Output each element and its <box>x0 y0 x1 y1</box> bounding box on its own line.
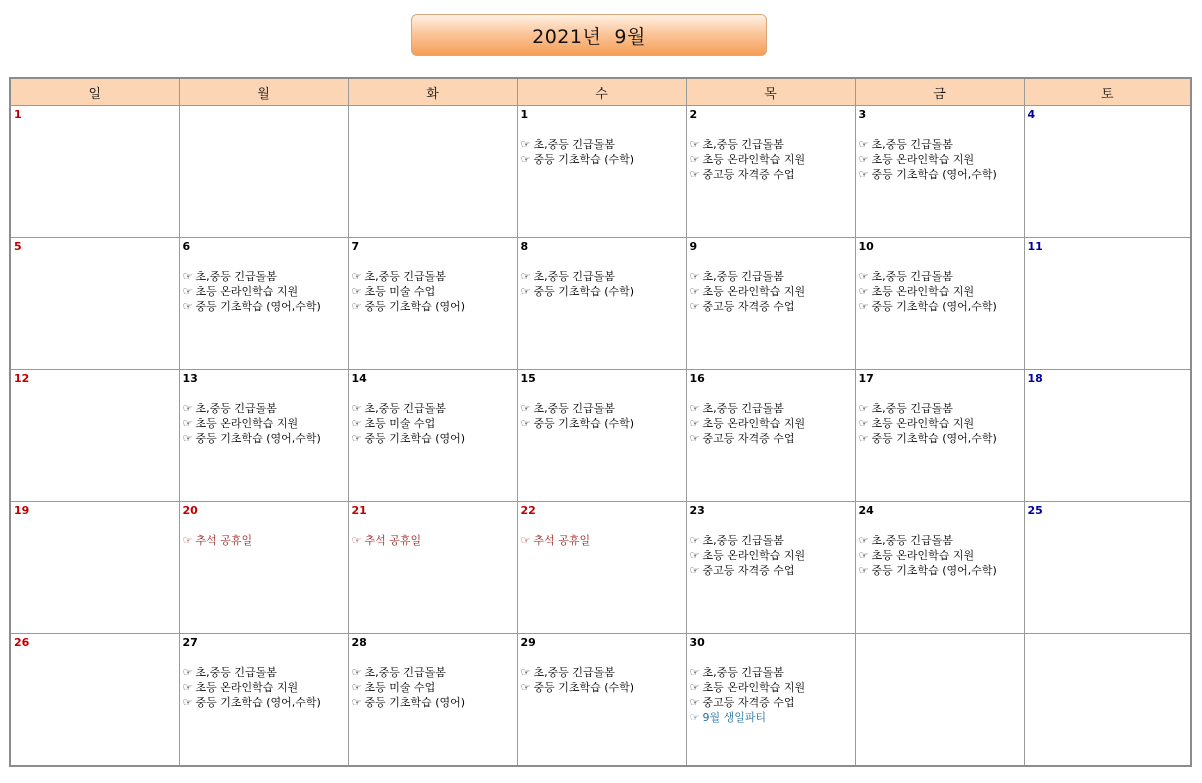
pointing-hand-icon: ☞ <box>182 432 193 445</box>
event-list <box>182 665 348 710</box>
day-number: 9 <box>689 240 698 253</box>
pointing-hand-icon: ☞ <box>858 417 869 430</box>
event-list <box>858 401 1024 446</box>
event-label: 초,중등 긴급돌봄 <box>702 534 784 547</box>
event-list <box>182 401 348 446</box>
day-number: 7 <box>351 240 360 253</box>
pointing-hand-icon: ☞ <box>689 402 700 415</box>
event-label: 초등 온라인학습 지원 <box>195 417 299 430</box>
calendar-event[interactable] <box>858 533 1024 548</box>
day-number: 2 <box>689 108 698 121</box>
calendar-event[interactable] <box>689 152 855 167</box>
event-label: 초등 미술 수업 <box>364 681 436 694</box>
day-cell[interactable] <box>348 502 517 634</box>
day-number: 8 <box>520 240 529 253</box>
day-cell[interactable] <box>10 502 179 634</box>
day-cell[interactable] <box>179 502 348 634</box>
calendar-event[interactable] <box>520 665 686 680</box>
pointing-hand-icon: ☞ <box>182 681 193 694</box>
pointing-hand-icon: ☞ <box>520 534 531 547</box>
event-label: 중고등 자격증 수업 <box>702 300 795 313</box>
event-label: 추석 공휴일 <box>195 534 253 547</box>
pointing-hand-icon: ☞ <box>520 681 531 694</box>
calendar-event[interactable] <box>182 680 348 695</box>
calendar-event[interactable] <box>351 431 517 446</box>
pointing-hand-icon: ☞ <box>689 564 700 577</box>
calendar-event[interactable] <box>689 299 855 314</box>
event-label: 초등 미술 수업 <box>364 417 436 430</box>
event-label: 중고등 자격증 수업 <box>702 168 795 181</box>
event-list <box>689 665 855 725</box>
pointing-hand-icon: ☞ <box>182 300 193 313</box>
pointing-hand-icon: ☞ <box>858 153 869 166</box>
event-list <box>182 533 348 548</box>
event-label: 초,중등 긴급돌봄 <box>702 138 784 151</box>
day-number: 11 <box>1027 240 1043 253</box>
weekday-fri: 금 <box>855 78 1024 106</box>
title-spacer <box>601 24 614 46</box>
event-list <box>689 401 855 446</box>
event-label: 초등 온라인학습 지원 <box>702 153 806 166</box>
calendar-event[interactable] <box>689 533 855 548</box>
calendar-event[interactable] <box>182 665 348 680</box>
event-list <box>182 269 348 314</box>
day-cell[interactable] <box>517 502 686 634</box>
calendar-event[interactable] <box>689 167 855 182</box>
pointing-hand-icon: ☞ <box>351 432 362 445</box>
day-cell[interactable] <box>517 238 686 370</box>
event-list <box>520 401 686 431</box>
calendar-event[interactable] <box>351 665 517 680</box>
calendar-event[interactable] <box>520 533 686 548</box>
day-cell[interactable] <box>1024 106 1191 238</box>
event-label: 초,중등 긴급돌봄 <box>533 666 615 679</box>
calendar-event[interactable] <box>689 548 855 563</box>
calendar-event[interactable] <box>858 401 1024 416</box>
event-label: 중고등 자격증 수업 <box>702 564 795 577</box>
event-list <box>351 533 517 548</box>
day-cell[interactable] <box>517 634 686 767</box>
day-number: 17 <box>858 372 874 385</box>
pointing-hand-icon: ☞ <box>520 270 531 283</box>
event-label: 초등 온라인학습 지원 <box>702 417 806 430</box>
event-label: 초등 온라인학습 지원 <box>195 285 299 298</box>
day-number: 14 <box>351 372 367 385</box>
calendar-event[interactable] <box>520 416 686 431</box>
calendar-event[interactable] <box>351 533 517 548</box>
calendar-event[interactable] <box>182 416 348 431</box>
pointing-hand-icon: ☞ <box>520 153 531 166</box>
calendar-event[interactable] <box>858 299 1024 314</box>
event-list <box>520 269 686 299</box>
pointing-hand-icon: ☞ <box>858 300 869 313</box>
day-cell[interactable] <box>1024 370 1191 502</box>
title-month: 9월 <box>614 25 646 48</box>
event-label: 중등 기초학습 (수학) <box>533 417 635 430</box>
event-label: 초,중등 긴급돌봄 <box>195 666 277 679</box>
event-list <box>351 269 517 314</box>
pointing-hand-icon: ☞ <box>182 666 193 679</box>
pointing-hand-icon: ☞ <box>858 402 869 415</box>
day-number: 1 <box>520 108 529 121</box>
day-cell[interactable] <box>855 106 1024 238</box>
day-number: 5 <box>14 240 22 253</box>
day-cell[interactable] <box>348 238 517 370</box>
calendar-event[interactable] <box>858 431 1024 446</box>
calendar-body <box>10 106 1191 767</box>
day-number: 10 <box>858 240 874 253</box>
calendar-event[interactable] <box>689 563 855 578</box>
calendar-event[interactable] <box>689 137 855 152</box>
pointing-hand-icon: ☞ <box>182 534 193 547</box>
week-row <box>10 502 1191 634</box>
calendar-event[interactable] <box>351 695 517 710</box>
event-label: 중등 기초학습 (영어,수학) <box>871 564 997 577</box>
day-cell[interactable] <box>348 370 517 502</box>
pointing-hand-icon: ☞ <box>858 285 869 298</box>
event-label: 9월 생일파티 <box>702 711 767 724</box>
pointing-hand-icon: ☞ <box>182 270 193 283</box>
weekday-sat: 토 <box>1024 78 1191 106</box>
event-label: 초,중등 긴급돌봄 <box>364 402 446 415</box>
pointing-hand-icon: ☞ <box>689 138 700 151</box>
day-number <box>183 108 348 122</box>
event-label: 추석 공휴일 <box>533 534 591 547</box>
pointing-hand-icon: ☞ <box>182 402 193 415</box>
empty-day-cell <box>348 106 517 238</box>
pointing-hand-icon: ☞ <box>689 711 700 724</box>
event-label: 중등 기초학습 (영어,수학) <box>871 432 997 445</box>
event-label: 초등 온라인학습 지원 <box>702 549 806 562</box>
day-number: 20 <box>182 504 198 517</box>
pointing-hand-icon: ☞ <box>858 564 869 577</box>
calendar-event[interactable] <box>689 680 855 695</box>
event-label: 초,중등 긴급돌봄 <box>364 666 446 679</box>
calendar-event[interactable] <box>182 401 348 416</box>
calendar-event[interactable] <box>689 284 855 299</box>
empty-day-cell <box>1024 634 1191 767</box>
event-label: 초,중등 긴급돌봄 <box>533 270 615 283</box>
calendar-event[interactable] <box>689 665 855 680</box>
pointing-hand-icon: ☞ <box>858 168 869 181</box>
calendar-event[interactable] <box>689 710 855 725</box>
pointing-hand-icon: ☞ <box>351 417 362 430</box>
event-label: 초,중등 긴급돌봄 <box>364 270 446 283</box>
day-number: 26 <box>14 636 30 649</box>
event-label: 초,중등 긴급돌봄 <box>702 402 784 415</box>
calendar-event[interactable] <box>182 533 348 548</box>
pointing-hand-icon: ☞ <box>689 417 700 430</box>
empty-day-cell <box>179 106 348 238</box>
day-number: 12 <box>14 372 30 385</box>
pointing-hand-icon: ☞ <box>351 285 362 298</box>
event-label: 초,중등 긴급돌봄 <box>533 402 615 415</box>
empty-day-cell <box>855 634 1024 767</box>
pointing-hand-icon: ☞ <box>351 666 362 679</box>
event-label: 중등 기초학습 (수학) <box>533 285 635 298</box>
event-label: 초,중등 긴급돌봄 <box>702 666 784 679</box>
event-label: 중등 기초학습 (영어,수학) <box>195 300 321 313</box>
day-cell[interactable] <box>855 370 1024 502</box>
weekday-header-row <box>10 78 1191 106</box>
calendar-event[interactable] <box>351 284 517 299</box>
pointing-hand-icon: ☞ <box>351 270 362 283</box>
calendar-event[interactable] <box>520 680 686 695</box>
day-number: 1 <box>14 108 22 121</box>
day-number: 24 <box>858 504 874 517</box>
day-cell[interactable] <box>179 634 348 767</box>
event-label: 중등 기초학습 (영어) <box>364 696 466 709</box>
calendar-event[interactable] <box>182 299 348 314</box>
event-list <box>858 533 1024 578</box>
event-list <box>351 401 517 446</box>
pointing-hand-icon: ☞ <box>689 300 700 313</box>
pointing-hand-icon: ☞ <box>858 432 869 445</box>
calendar-event[interactable] <box>689 401 855 416</box>
pointing-hand-icon: ☞ <box>182 696 193 709</box>
day-cell[interactable] <box>10 370 179 502</box>
weekday-wed: 수 <box>517 78 686 106</box>
event-label: 초등 미술 수업 <box>364 285 436 298</box>
day-number: 28 <box>351 636 367 649</box>
pointing-hand-icon: ☞ <box>520 417 531 430</box>
day-number: 16 <box>689 372 705 385</box>
day-number: 29 <box>520 636 536 649</box>
week-row <box>10 238 1191 370</box>
event-list <box>689 533 855 578</box>
calendar-event[interactable] <box>858 167 1024 182</box>
pointing-hand-icon: ☞ <box>689 270 700 283</box>
day-number: 13 <box>182 372 198 385</box>
calendar-event[interactable] <box>858 548 1024 563</box>
day-number: 6 <box>182 240 191 253</box>
pointing-hand-icon: ☞ <box>858 549 869 562</box>
day-number <box>1028 636 1191 650</box>
calendar-event[interactable] <box>858 284 1024 299</box>
day-number: 21 <box>351 504 367 517</box>
event-label: 중등 기초학습 (영어,수학) <box>195 432 321 445</box>
event-label: 초,중등 긴급돌봄 <box>195 402 277 415</box>
pointing-hand-icon: ☞ <box>351 300 362 313</box>
event-label: 초,중등 긴급돌봄 <box>871 534 953 547</box>
weekday-mon: 월 <box>179 78 348 106</box>
day-number <box>352 108 517 122</box>
pointing-hand-icon: ☞ <box>689 168 700 181</box>
day-number: 18 <box>1027 372 1043 385</box>
event-label: 초등 온라인학습 지원 <box>871 417 975 430</box>
event-label: 초등 온라인학습 지원 <box>871 285 975 298</box>
event-label: 중등 기초학습 (수학) <box>533 153 635 166</box>
day-number: 30 <box>689 636 705 649</box>
day-cell[interactable] <box>1024 238 1191 370</box>
calendar-event[interactable] <box>520 152 686 167</box>
calendar-event[interactable] <box>689 416 855 431</box>
event-label: 초등 온라인학습 지원 <box>195 681 299 694</box>
pointing-hand-icon: ☞ <box>858 534 869 547</box>
calendar-event[interactable] <box>182 284 348 299</box>
event-label: 중등 기초학습 (수학) <box>533 681 635 694</box>
day-cell[interactable] <box>855 502 1024 634</box>
day-number: 15 <box>520 372 536 385</box>
day-number <box>859 636 1024 650</box>
pointing-hand-icon: ☞ <box>689 285 700 298</box>
week-row <box>10 106 1191 238</box>
calendar-event[interactable] <box>520 401 686 416</box>
calendar-event[interactable] <box>351 416 517 431</box>
calendar-event[interactable] <box>858 269 1024 284</box>
event-label: 추석 공휴일 <box>364 534 422 547</box>
calendar-event[interactable] <box>520 284 686 299</box>
day-cell[interactable] <box>686 502 855 634</box>
pointing-hand-icon: ☞ <box>351 681 362 694</box>
calendar-event[interactable] <box>858 137 1024 152</box>
calendar-event[interactable] <box>351 299 517 314</box>
day-number: 4 <box>1027 108 1036 121</box>
day-cell[interactable] <box>517 370 686 502</box>
event-list <box>520 533 686 548</box>
pointing-hand-icon: ☞ <box>858 270 869 283</box>
day-number: 3 <box>858 108 867 121</box>
calendar-event[interactable] <box>520 137 686 152</box>
event-label: 중고등 자격증 수업 <box>702 696 795 709</box>
day-number: 19 <box>14 504 30 517</box>
calendar-event[interactable] <box>351 401 517 416</box>
calendar-event[interactable] <box>520 269 686 284</box>
day-number: 25 <box>1027 504 1043 517</box>
event-list <box>689 137 855 182</box>
event-label: 초,중등 긴급돌봄 <box>533 138 615 151</box>
event-list <box>858 269 1024 314</box>
pointing-hand-icon: ☞ <box>520 666 531 679</box>
day-number: 22 <box>520 504 536 517</box>
event-label: 중등 기초학습 (영어,수학) <box>871 300 997 313</box>
event-list <box>520 137 686 167</box>
calendar-title <box>411 14 767 56</box>
day-cell[interactable] <box>686 238 855 370</box>
pointing-hand-icon: ☞ <box>689 666 700 679</box>
event-label: 초,중등 긴급돌봄 <box>702 270 784 283</box>
day-number: 23 <box>689 504 705 517</box>
pointing-hand-icon: ☞ <box>689 549 700 562</box>
event-label: 초,중등 긴급돌봄 <box>871 138 953 151</box>
pointing-hand-icon: ☞ <box>689 432 700 445</box>
day-cell[interactable] <box>348 634 517 767</box>
event-list <box>520 665 686 695</box>
pointing-hand-icon: ☞ <box>182 285 193 298</box>
month-calendar-grid <box>9 77 1192 767</box>
calendar-event[interactable] <box>858 152 1024 167</box>
pointing-hand-icon: ☞ <box>689 534 700 547</box>
day-cell[interactable] <box>10 238 179 370</box>
event-label: 초등 온라인학습 지원 <box>871 153 975 166</box>
calendar-event[interactable] <box>858 416 1024 431</box>
day-cell[interactable] <box>855 238 1024 370</box>
event-label: 중등 기초학습 (영어,수학) <box>871 168 997 181</box>
calendar-event[interactable] <box>182 431 348 446</box>
event-label: 초등 온라인학습 지원 <box>702 285 806 298</box>
pointing-hand-icon: ☞ <box>689 696 700 709</box>
week-row <box>10 634 1191 767</box>
event-label: 초,중등 긴급돌봄 <box>871 402 953 415</box>
event-list <box>351 665 517 710</box>
week-row <box>10 370 1191 502</box>
day-number: 27 <box>182 636 198 649</box>
event-label: 중등 기초학습 (영어) <box>364 432 466 445</box>
title-year: 2021년 <box>532 25 602 48</box>
calendar-event[interactable] <box>858 563 1024 578</box>
event-label: 중등 기초학습 (영어) <box>364 300 466 313</box>
day-cell[interactable] <box>686 106 855 238</box>
weekday-thu: 목 <box>686 78 855 106</box>
pointing-hand-icon: ☞ <box>520 138 531 151</box>
day-cell[interactable] <box>179 238 348 370</box>
calendar-event[interactable] <box>351 269 517 284</box>
pointing-hand-icon: ☞ <box>689 153 700 166</box>
pointing-hand-icon: ☞ <box>351 696 362 709</box>
event-label: 초,중등 긴급돌봄 <box>195 270 277 283</box>
event-label: 중고등 자격증 수업 <box>702 432 795 445</box>
calendar-event[interactable] <box>182 269 348 284</box>
pointing-hand-icon: ☞ <box>351 534 362 547</box>
day-cell[interactable] <box>10 106 179 238</box>
calendar-event[interactable] <box>689 269 855 284</box>
weekday-tue: 화 <box>348 78 517 106</box>
day-cell[interactable] <box>686 634 855 767</box>
event-label: 초등 온라인학습 지원 <box>702 681 806 694</box>
pointing-hand-icon: ☞ <box>689 681 700 694</box>
pointing-hand-icon: ☞ <box>858 138 869 151</box>
pointing-hand-icon: ☞ <box>182 417 193 430</box>
calendar-event[interactable] <box>351 680 517 695</box>
pointing-hand-icon: ☞ <box>520 285 531 298</box>
event-list <box>689 269 855 314</box>
event-label: 초,중등 긴급돌봄 <box>871 270 953 283</box>
day-cell[interactable] <box>179 370 348 502</box>
day-cell[interactable] <box>1024 502 1191 634</box>
pointing-hand-icon: ☞ <box>351 402 362 415</box>
pointing-hand-icon: ☞ <box>520 402 531 415</box>
event-list <box>858 137 1024 182</box>
event-label: 중등 기초학습 (영어,수학) <box>195 696 321 709</box>
weekday-sun: 일 <box>10 78 179 106</box>
event-label: 초등 온라인학습 지원 <box>871 549 975 562</box>
day-cell[interactable] <box>517 106 686 238</box>
calendar-event[interactable] <box>689 431 855 446</box>
calendar-event[interactable] <box>689 695 855 710</box>
calendar-event[interactable] <box>182 695 348 710</box>
day-cell[interactable] <box>10 634 179 767</box>
day-cell[interactable] <box>686 370 855 502</box>
